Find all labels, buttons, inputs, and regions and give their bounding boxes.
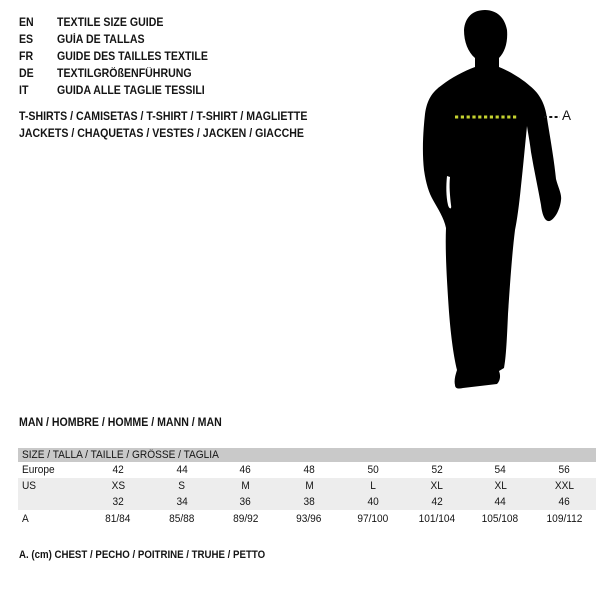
table-cell: 42 xyxy=(112,464,124,476)
table-cell: M xyxy=(241,480,250,492)
language-row-it xyxy=(19,83,221,100)
table-cell: 48 xyxy=(303,464,315,476)
language-code: FR xyxy=(19,51,34,63)
table-cell: 89/92 xyxy=(232,513,259,525)
table-cell: 40 xyxy=(367,496,379,508)
table-cell: XXL xyxy=(554,480,574,492)
size-table-header: SIZE / TALLA / TAILLE / GRÖSSE / TAGLIA xyxy=(18,448,596,462)
table-cell: L xyxy=(370,480,376,492)
language-list xyxy=(19,15,221,100)
man-silhouette-icon xyxy=(400,0,600,420)
category-line-tshirts: T-SHIRTS / CAMISETAS / T-SHIRT / T-SHIRT / MAGLIETTE xyxy=(19,111,308,123)
language-title: GUÍA DE TALLAS xyxy=(57,34,145,46)
language-title: GUIDE DES TAILLES TEXTILE xyxy=(57,51,208,63)
table-cell: S xyxy=(178,480,186,492)
language-title: TEXTILGRÖßENFÜHRUNG xyxy=(57,68,192,80)
language-title: GUIDA ALLE TAGLIE TESSILI xyxy=(57,85,205,97)
size-table xyxy=(18,448,596,528)
row-label: Europe xyxy=(22,464,55,476)
table-cell: 54 xyxy=(494,464,507,476)
table-cell: 109/112 xyxy=(546,513,583,525)
table-cell: 46 xyxy=(239,464,252,476)
table-cell: 34 xyxy=(175,496,188,508)
row-label: US xyxy=(22,480,37,492)
table-cell: 97/100 xyxy=(357,513,389,525)
table-cell: 36 xyxy=(239,496,252,508)
language-code: DE xyxy=(19,68,34,80)
language-row-de xyxy=(19,66,221,83)
category-line-jackets: JACKETS / CHAQUETAS / VESTES / JACKEN / GIACCHE xyxy=(19,128,304,140)
language-row-es xyxy=(19,32,221,49)
category-lines xyxy=(19,109,332,143)
table-cell: 85/88 xyxy=(168,513,195,525)
row-label: A xyxy=(22,513,29,525)
table-cell: 56 xyxy=(558,464,570,476)
language-code: ES xyxy=(19,34,34,46)
table-cell: 52 xyxy=(430,464,443,476)
table-row-europe xyxy=(18,462,596,478)
measure-label-a: A xyxy=(562,108,572,123)
language-row-en xyxy=(19,15,221,32)
language-row-fr xyxy=(19,49,221,66)
table-cell: 44 xyxy=(494,496,507,508)
language-code: IT xyxy=(19,85,29,97)
table-cell: 38 xyxy=(303,496,315,508)
table-cell: 81/84 xyxy=(105,513,131,525)
section-title-man: MAN / HOMBRE / HOMME / MANN / MAN xyxy=(19,417,222,429)
table-cell: XS xyxy=(111,480,125,492)
language-code: EN xyxy=(19,17,34,29)
table-row-us xyxy=(18,478,596,494)
man-silhouette-figure xyxy=(400,0,600,420)
table-cell: XL xyxy=(494,480,507,492)
table-cell: 93/96 xyxy=(296,513,322,525)
table-cell: 32 xyxy=(112,496,124,508)
table-cell: 105/108 xyxy=(482,513,519,525)
table-cell: 50 xyxy=(367,464,379,476)
table-cell: 44 xyxy=(175,464,188,476)
measure-footnote: A. (cm) CHEST / PECHO / POITRINE / TRUHE / PETTO xyxy=(19,549,266,561)
table-row-us-numeric xyxy=(18,494,596,510)
table-cell: M xyxy=(304,480,314,492)
language-title: TEXTILE SIZE GUIDE xyxy=(57,17,164,29)
table-cell: XL xyxy=(430,480,443,492)
table-cell: 46 xyxy=(558,496,570,508)
table-cell: 42 xyxy=(430,496,443,508)
table-row-chest-cm xyxy=(18,510,596,528)
table-cell: 101/104 xyxy=(418,513,455,525)
